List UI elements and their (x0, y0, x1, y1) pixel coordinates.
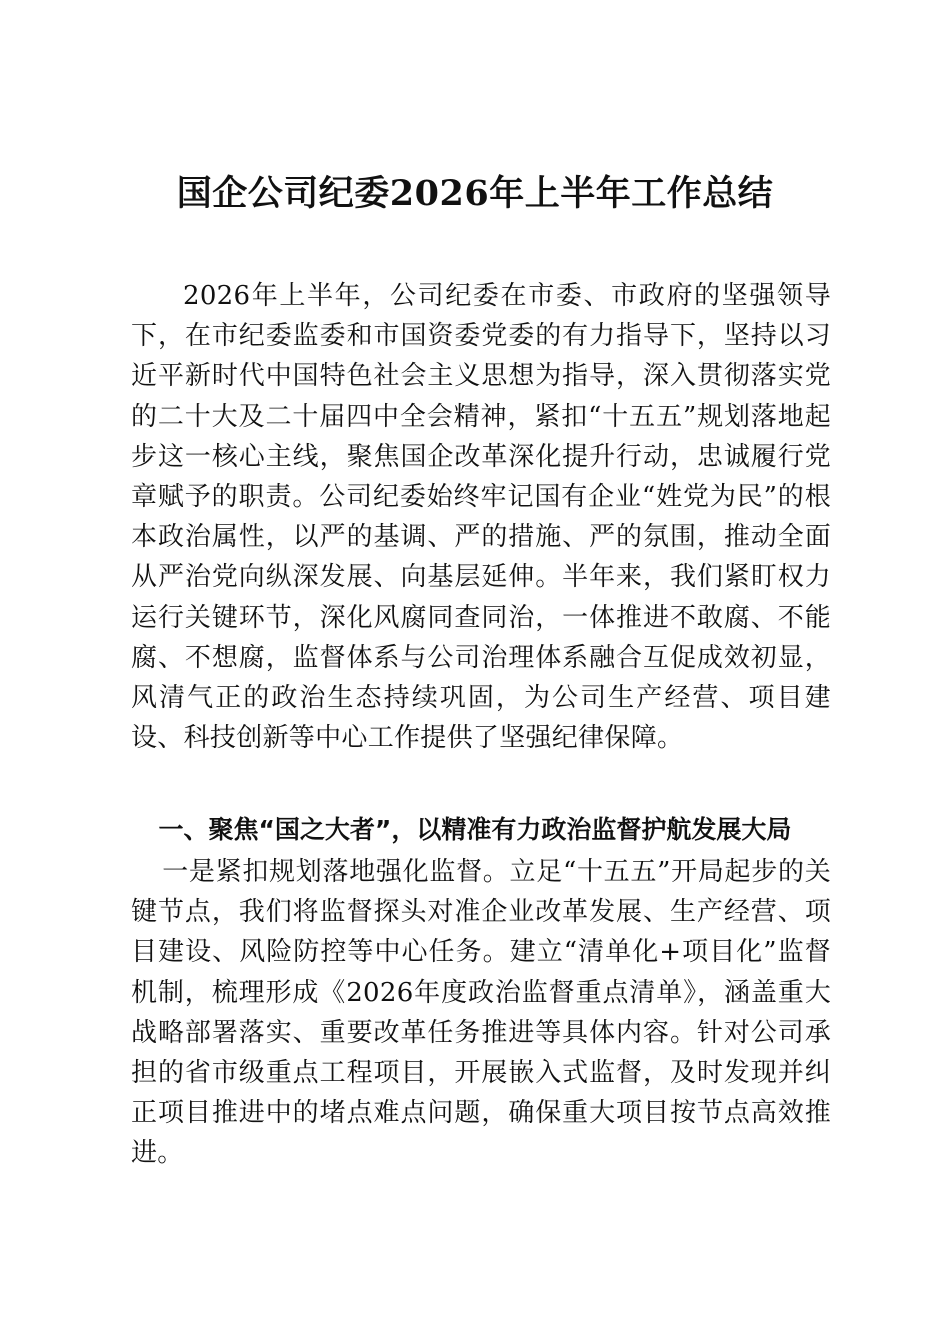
document-title: 国企公司纪委2026年上半年工作总结 (176, 173, 774, 214)
section-paragraph: 一是紧扣规划落地强化监督。立足“十五五”开局起步的关键节点，我们将监督探头对准企业改革发展、生产经营、项目建设、风险防控等中心任务。建立“清单化+项目化”监督机制，梳理形成《2026年度政治监督重点清单》，涵盖重大战略部署落实、重要改革任务推进等具体内容。针对公司承担的省市级重点工程项目，开展嵌入式监督，及时发现并纠正项目推进中的堵点难点问题，确保重大项目按节点高效推进。 (131, 857, 831, 1169)
section-heading: 一、聚焦“国之大者”，以精准有力政治监督护航发展大局 (158, 815, 792, 844)
intro-paragraph: 2026年上半年，公司纪委在市委、市政府的坚强领导下，在市纪委监委和市国资委党委的有力指导下，坚持以习近平新时代中国特色社会主义思想为指导，深入贯彻落实党的二十大及二十届四中全会精神，紧扣“十五五”规划落地起步这一核心主线，聚焦国企改革深化提升行动，忠诚履行党章赋予的职责。公司纪委始终牢记国有企业“姓党为民”的根本政治属性，以严的基调、严的措施、严的氛围，推动全面从严治党向纵深发展、向基层延伸。半年来，我们紧盯权力运行关键环节，深化风腐同查同治，一体推进不敢腐、不能腐、不想腐，监督体系与公司治理体系融合互促成效初显，风清气正的政治生态持续巩固，为公司生产经营、项目建设、科技创新等中心工作提供了坚强纪律保障。 (131, 281, 831, 754)
